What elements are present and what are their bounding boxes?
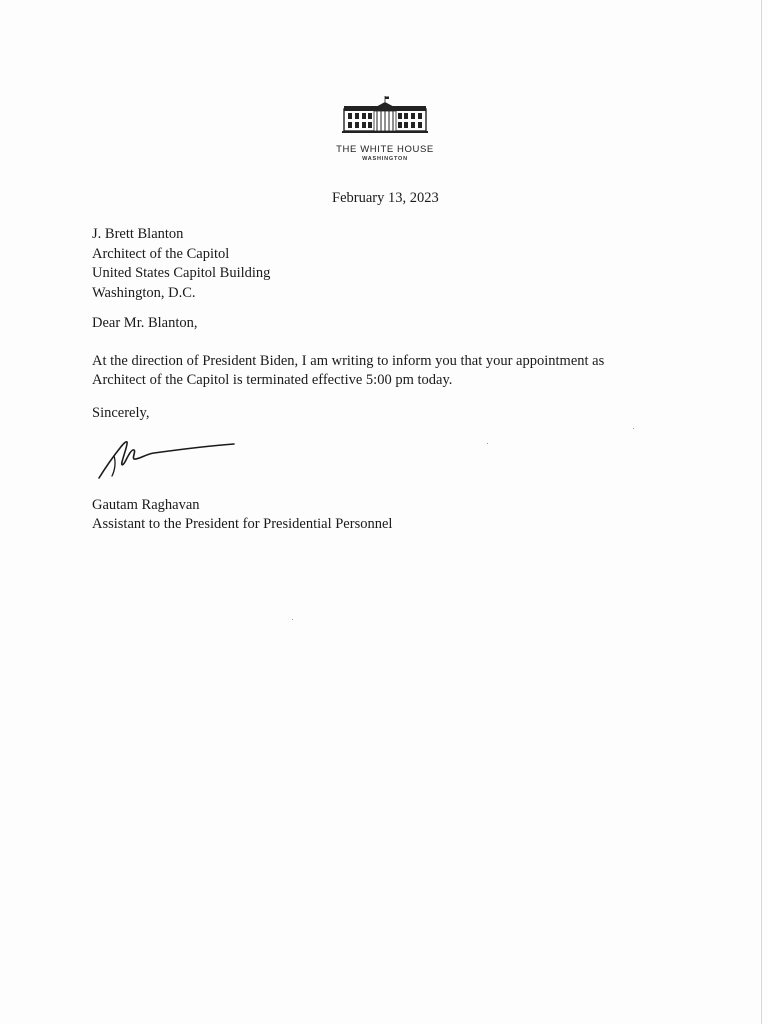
letter-date: February 13, 2023: [332, 190, 439, 206]
closing: Sincerely,: [92, 405, 150, 421]
body-line-2: Architect of the Capitol is terminated effective 5:00 pm today.: [92, 372, 453, 388]
recipient-name: J. Brett Blanton: [92, 226, 184, 242]
body-line-1: At the direction of President Biden, I am writing to inform you that your appointment as: [92, 353, 605, 369]
letterhead: [300, 96, 470, 162]
handwritten-signature: [96, 436, 241, 484]
salutation: Dear Mr. Blanton,: [92, 315, 198, 331]
white-house-building-icon: [342, 96, 428, 134]
signer-title: Assistant to the President for Presidential Personnel: [92, 516, 393, 532]
letterhead-title: THE WHITE HOUSE: [336, 144, 434, 155]
scan-edge-line: [761, 0, 762, 1024]
signer-name: Gautam Raghavan: [92, 497, 200, 513]
recipient-address: [92, 225, 270, 303]
signer-block: [92, 496, 392, 534]
letterhead-subtitle: WASHINGTON: [362, 156, 408, 162]
scan-speck: [292, 619, 293, 620]
recipient-city: Washington, D.C.: [92, 284, 196, 301]
recipient-title: Architect of the Capitol: [92, 245, 230, 262]
scan-speck: [633, 428, 634, 429]
recipient-building: United States Capitol Building: [92, 265, 271, 281]
scan-speck: [487, 443, 488, 444]
letter-body: [92, 352, 652, 390]
